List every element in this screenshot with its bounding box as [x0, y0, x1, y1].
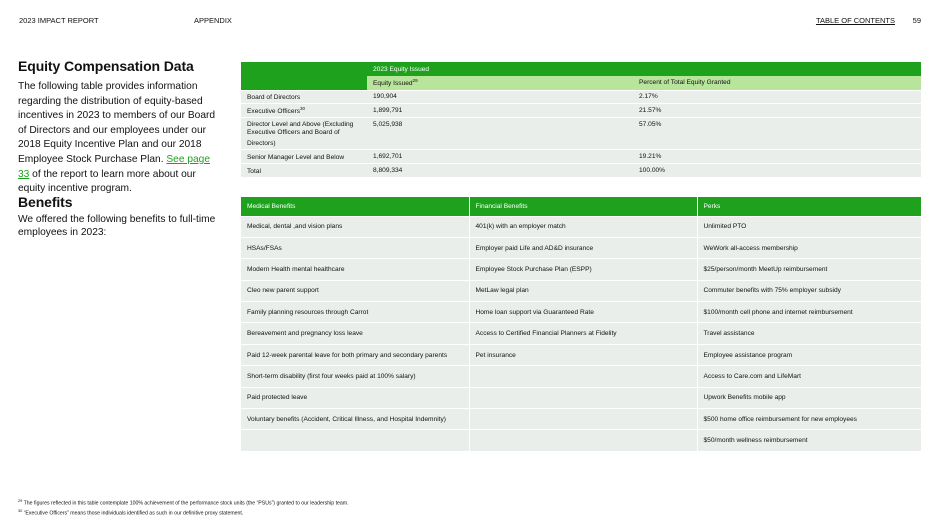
- benefits-heading: Benefits: [18, 194, 73, 210]
- percent-granted-header: Percent of Total Equity Granted: [633, 76, 921, 90]
- medical-benefit-cell: Bereavement and pregnancy loss leave: [241, 323, 469, 344]
- page-header: [19, 16, 921, 28]
- table-row: [241, 366, 921, 387]
- equity-corner-cell: [241, 62, 367, 90]
- column-header-financial: Financial Benefits: [469, 197, 697, 216]
- row-label: [241, 163, 367, 177]
- equity-value: 1,899,791: [367, 104, 633, 118]
- section-label: APPENDIX: [194, 16, 232, 25]
- row-label: [241, 90, 367, 104]
- perk-cell: Travel assistance: [697, 323, 921, 344]
- row-label-text: Board of Directors: [247, 94, 301, 102]
- financial-benefit-cell: Employee Stock Purchase Plan (ESPP): [469, 259, 697, 280]
- table-row: [241, 90, 921, 104]
- equity-table: [241, 62, 921, 177]
- column-header-medical: Medical Benefits: [241, 197, 469, 216]
- percent-value: 19.21%: [633, 149, 921, 163]
- table-row: [241, 259, 921, 280]
- perk-cell: $500 home office reimbursement for new employees: [697, 409, 921, 430]
- medical-benefit-cell: Voluntary benefits (Accident, Critical Illness, and Hospital Indemnity): [241, 409, 469, 430]
- medical-benefit-cell: Cleo new parent support: [241, 280, 469, 301]
- medical-benefit-cell: Short-term disability (first four weeks paid at 100% salary): [241, 366, 469, 387]
- medical-benefit-cell: [241, 430, 469, 451]
- see-page-link[interactable]: See page 33: [18, 153, 210, 180]
- footnote: [18, 498, 349, 508]
- table-row: [241, 409, 921, 430]
- table-row: [241, 344, 921, 365]
- table-row: [241, 104, 921, 118]
- table-row: [241, 118, 921, 150]
- perk-cell: $100/month cell phone and internet reimbursement: [697, 302, 921, 323]
- equity-value: 8,809,334: [367, 163, 633, 177]
- percent-value: 100.00%: [633, 163, 921, 177]
- footnote-number: 30: [18, 508, 23, 513]
- footnote-text: The figures reflected in this table contemplate 100% achievement of the performance stock units (the “PSUs”) granted to our leadership team.: [23, 500, 349, 507]
- medical-benefit-cell: Paid 12-week parental leave for both primary and secondary parents: [241, 344, 469, 365]
- footnote-number: 29: [18, 499, 23, 503]
- benefits-intro: [18, 194, 223, 239]
- equity-heading: Equity Compensation Data: [18, 58, 194, 74]
- percent-value: 2.17%: [633, 90, 921, 104]
- row-label-text: Senior Manager Level and Below: [247, 153, 345, 161]
- table-of-contents-link[interactable]: TABLE OF CONTENTS: [815, 16, 895, 25]
- footnote: [18, 508, 349, 518]
- table-row: [241, 387, 921, 408]
- perk-cell: Access to Care.com and LifeMart: [697, 366, 921, 387]
- table-row: [241, 430, 921, 451]
- perk-cell: $25/person/month MeetUp reimbursement: [697, 259, 921, 280]
- equity-intro: [18, 58, 223, 197]
- financial-benefit-cell: [469, 409, 697, 430]
- row-label: [241, 104, 367, 118]
- perk-cell: Unlimited PTO: [697, 216, 921, 237]
- equity-group-header: 2023 Equity Issued: [367, 62, 921, 76]
- table-row: [241, 163, 921, 177]
- financial-benefit-cell: Employer paid Life and AD&D insurance: [469, 237, 697, 258]
- benefits-rows: [241, 216, 921, 451]
- equity-intro-text: The following table provides information regarding the distribution of equity-based incentives in 2023 to members of our Board of Directors and our employees under our 2018 Equity Incentive Plan and our 2018 Employee Stock Purchase Plan.: [18, 81, 216, 165]
- equity-value: 5,025,938: [367, 118, 633, 150]
- row-label: [241, 118, 367, 150]
- medical-benefit-cell: Medical, dental ,and vision plans: [241, 216, 469, 237]
- financial-benefit-cell: Access to Certified Financial Planners at Fidelity: [469, 323, 697, 344]
- medical-benefit-cell: Paid protected leave: [241, 387, 469, 408]
- table-row: [241, 280, 921, 301]
- footnotes: [18, 498, 349, 518]
- perk-cell: Commuter benefits with 75% employer subsidy: [697, 280, 921, 301]
- percent-value: 57.05%: [633, 118, 921, 150]
- medical-benefit-cell: Modern Health mental healthcare: [241, 259, 469, 280]
- footnote-ref: 29: [412, 78, 418, 84]
- footnote-ref: 30: [300, 105, 306, 111]
- benefits-table: [241, 197, 921, 451]
- row-label: [241, 149, 367, 163]
- perk-cell: Employee assistance program: [697, 344, 921, 365]
- perk-cell: $50/month wellness reimbursement: [697, 430, 921, 451]
- table-row: [241, 302, 921, 323]
- financial-benefit-cell: [469, 366, 697, 387]
- row-label-text: Total: [247, 168, 261, 176]
- page-number: 59: [912, 16, 921, 25]
- table-row: [241, 216, 921, 237]
- financial-benefit-cell: 401(k) with an employer match: [469, 216, 697, 237]
- financial-benefit-cell: MetLaw legal plan: [469, 280, 697, 301]
- table-row: [241, 237, 921, 258]
- footnote-text: “Executive Officers” means those individuals identified as such in our definitive proxy statement.: [23, 510, 244, 517]
- table-row: [241, 149, 921, 163]
- row-label-text: Executive Officers: [247, 108, 301, 116]
- percent-value: 21.57%: [633, 104, 921, 118]
- medical-benefit-cell: Family planning resources through Carrot: [241, 302, 469, 323]
- financial-benefit-cell: [469, 387, 697, 408]
- perk-cell: WeWork all-access membership: [697, 237, 921, 258]
- equity-description: [18, 80, 223, 197]
- financial-benefit-cell: Pet insurance: [469, 344, 697, 365]
- column-header-perks: Perks: [697, 197, 921, 216]
- equity-value: 1,692,701: [367, 149, 633, 163]
- equity-issued-header: [367, 76, 633, 90]
- equity-outro-text: of the report to learn more about our equity incentive program.: [18, 168, 196, 195]
- financial-benefit-cell: Home loan support via Guaranteed Rate: [469, 302, 697, 323]
- table-row: [241, 323, 921, 344]
- equity-issued-header-label: Equity Issued: [373, 80, 413, 88]
- financial-benefit-cell: [469, 430, 697, 451]
- benefits-description: We offered the following benefits to full-time employees in 2023:: [18, 214, 216, 238]
- report-title: 2023 IMPACT REPORT: [19, 16, 99, 25]
- medical-benefit-cell: HSAs/FSAs: [241, 237, 469, 258]
- perk-cell: Upwork Benefits mobile app: [697, 387, 921, 408]
- equity-value: 190,904: [367, 90, 633, 104]
- row-label-text: Director Level and Above (Excluding Executive Officers and Board of Directors): [247, 121, 354, 148]
